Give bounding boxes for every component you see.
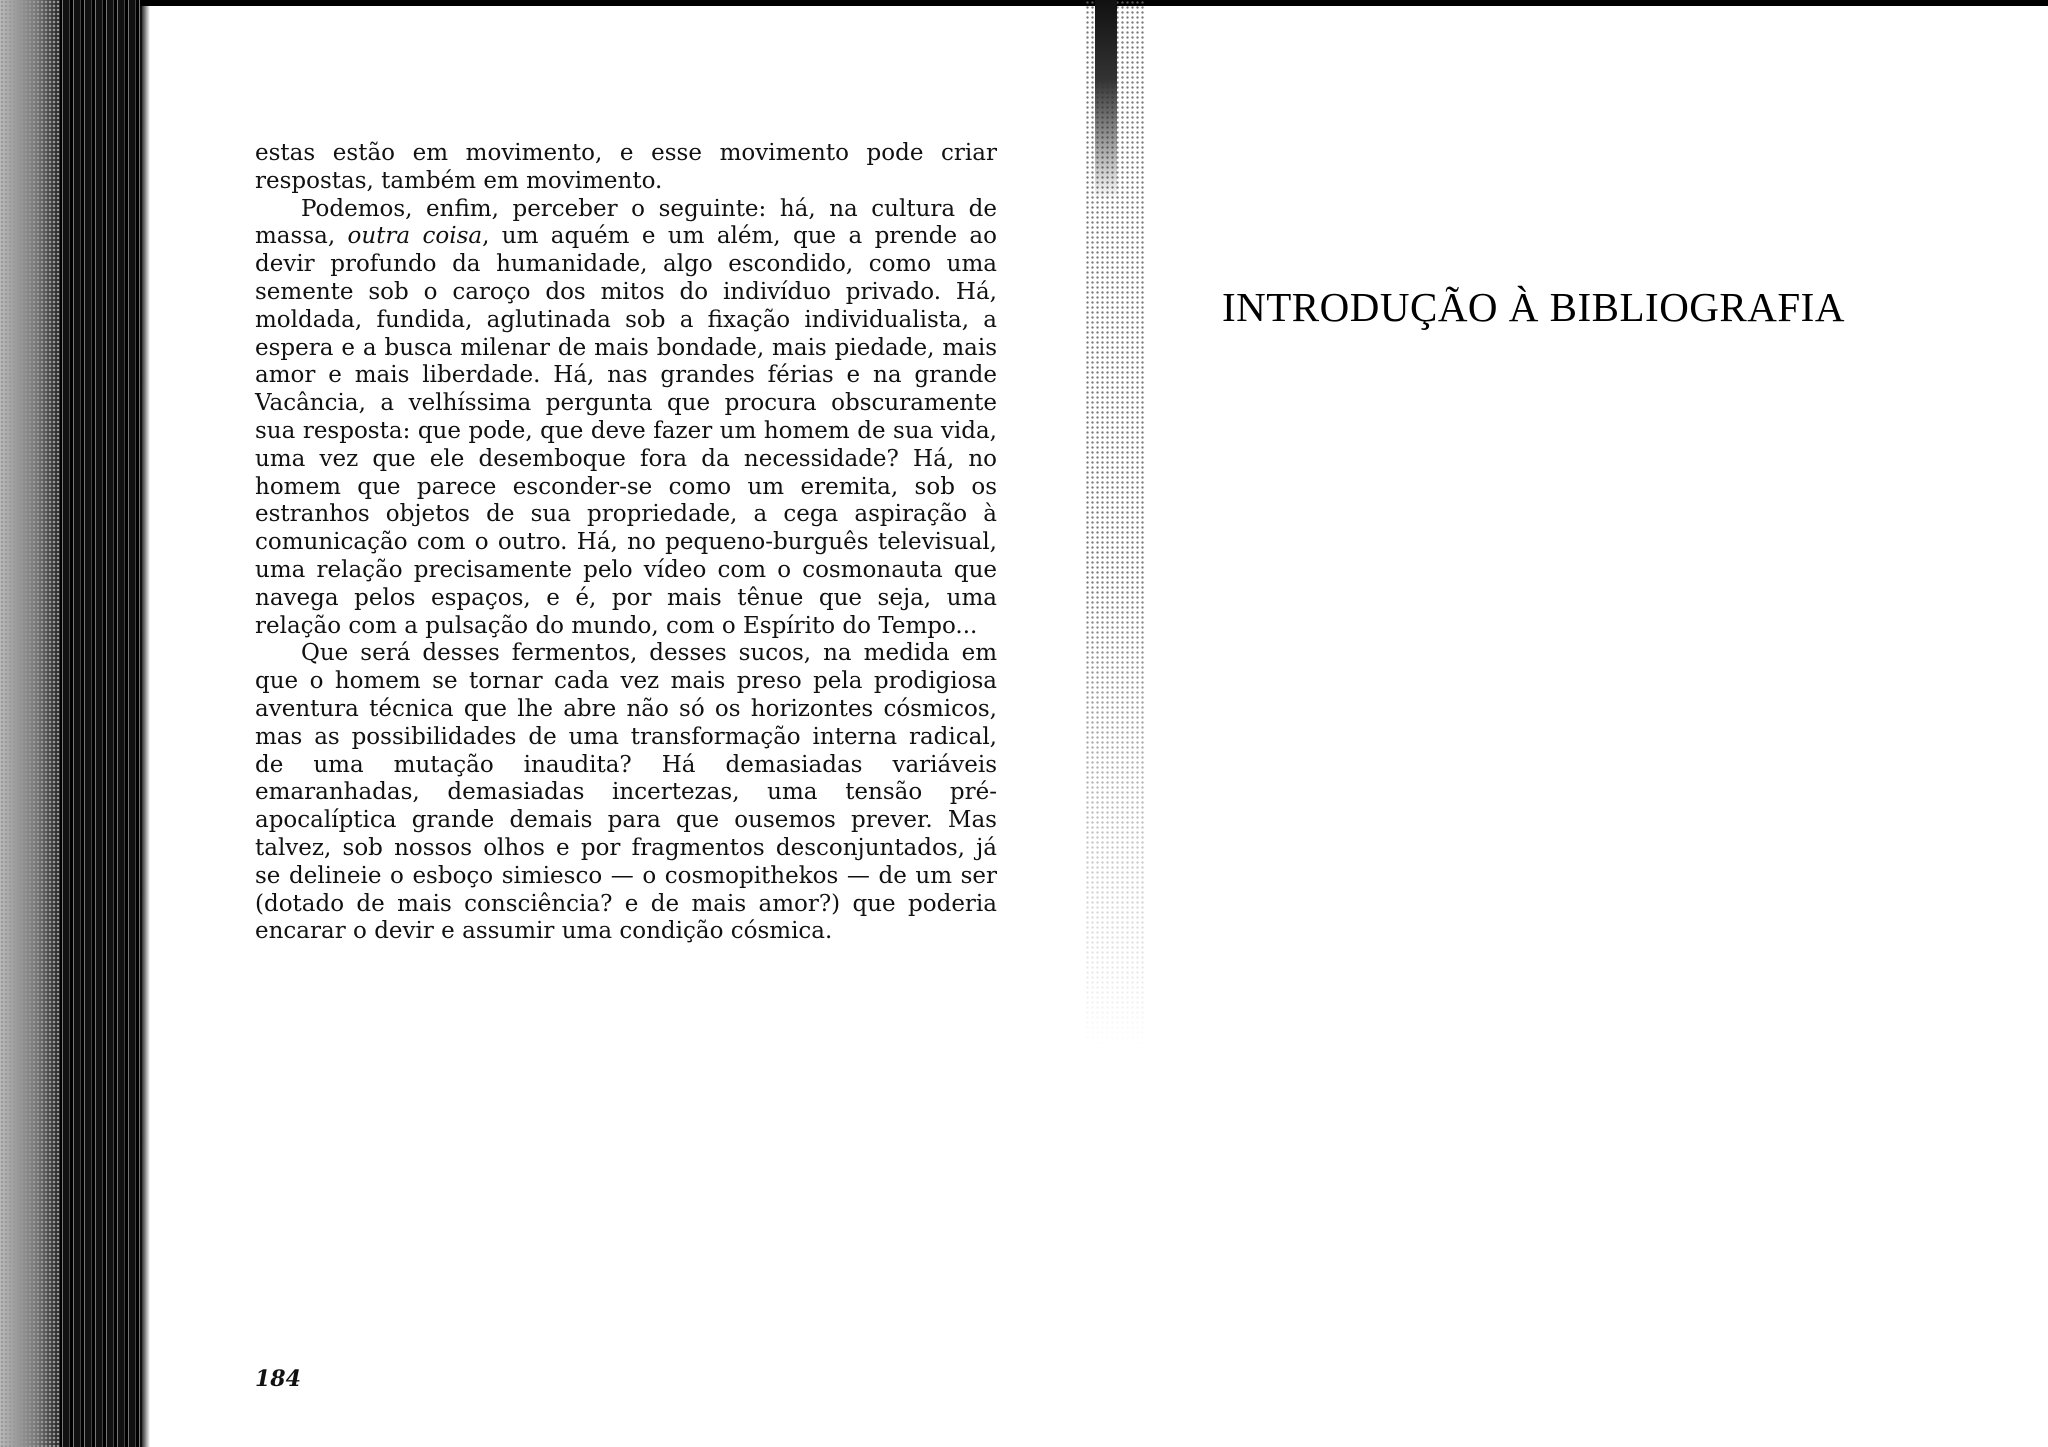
book-binding-edge [0, 0, 150, 1447]
paragraph-text-before-emphasis: Podemos, enfim, perceber o seguinte: há, na cultura de massa, [255, 195, 997, 250]
paragraph-continuation: estas estão em movimento, e esse movimento pode criar respostas, também em movimento. [255, 140, 997, 194]
paragraph-text-after-emphasis: , um aquém e um além, que a prende ao devir profundo da humanidade, algo escondido, como uma semente sob o caroço dos mitos do indivíduo privado. Há, moldada, fundida, aglutinada sob a fixação individualista, a espera e a busca milenar de mais bondade, mais piedade, mais amor e mais liberdade. Há, nas grandes férias e na grande Vacância, a velhíssima pergunta que procura obscuramente sua resposta: que pode, que deve fazer um homem de sua vida, uma vez que ele desemboque fora da necessidade? Há, no homem que parece esconder-se como um eremita, sob os estranhos objetos de sua propriedade, a cega aspiração à comunicação com o outro. Há, no pequeno-burguês televisual, uma relação precisamente pelo vídeo com o cosmonauta que navega pelos espaços, e é, por mais tênue que seja, uma relação com a pulsação do mundo, com o Espírito do Tempo... [255, 223, 997, 639]
emphasis-outra-coisa: outra coisa [347, 223, 483, 250]
paragraph-ferments: Que será desses fermentos, desses sucos, na medida em que o homem se tornar cada vez mais preso pela prodigiosa aventura técnica que lhe abre não só os horizontes cósmicos, mas as possibilidades de uma transformação interna radical, de uma mutação inaudita? Há demasiadas variáveis emaranhadas, demasiadas incertezas, uma tensão pré-apocalíptica grande demais para que ousemos prever. Mas talvez, sob nossos olhos e por fragmentos desconjuntados, já se delineie o esboço simiesco — o cosmopithekos — de um ser (dotado de mais consciência? e de mais amor?) que poderia encarar o devir e assumir uma condição cósmica. [255, 640, 997, 945]
paragraph-other-thing [255, 196, 997, 641]
gutter-dark-fold [1095, 0, 1117, 200]
left-page-body-text [255, 140, 997, 946]
chapter-title: INTRODUÇÃO À BIBLIOGRAFIA [1222, 284, 1845, 330]
page-number: 184 [255, 1366, 301, 1392]
